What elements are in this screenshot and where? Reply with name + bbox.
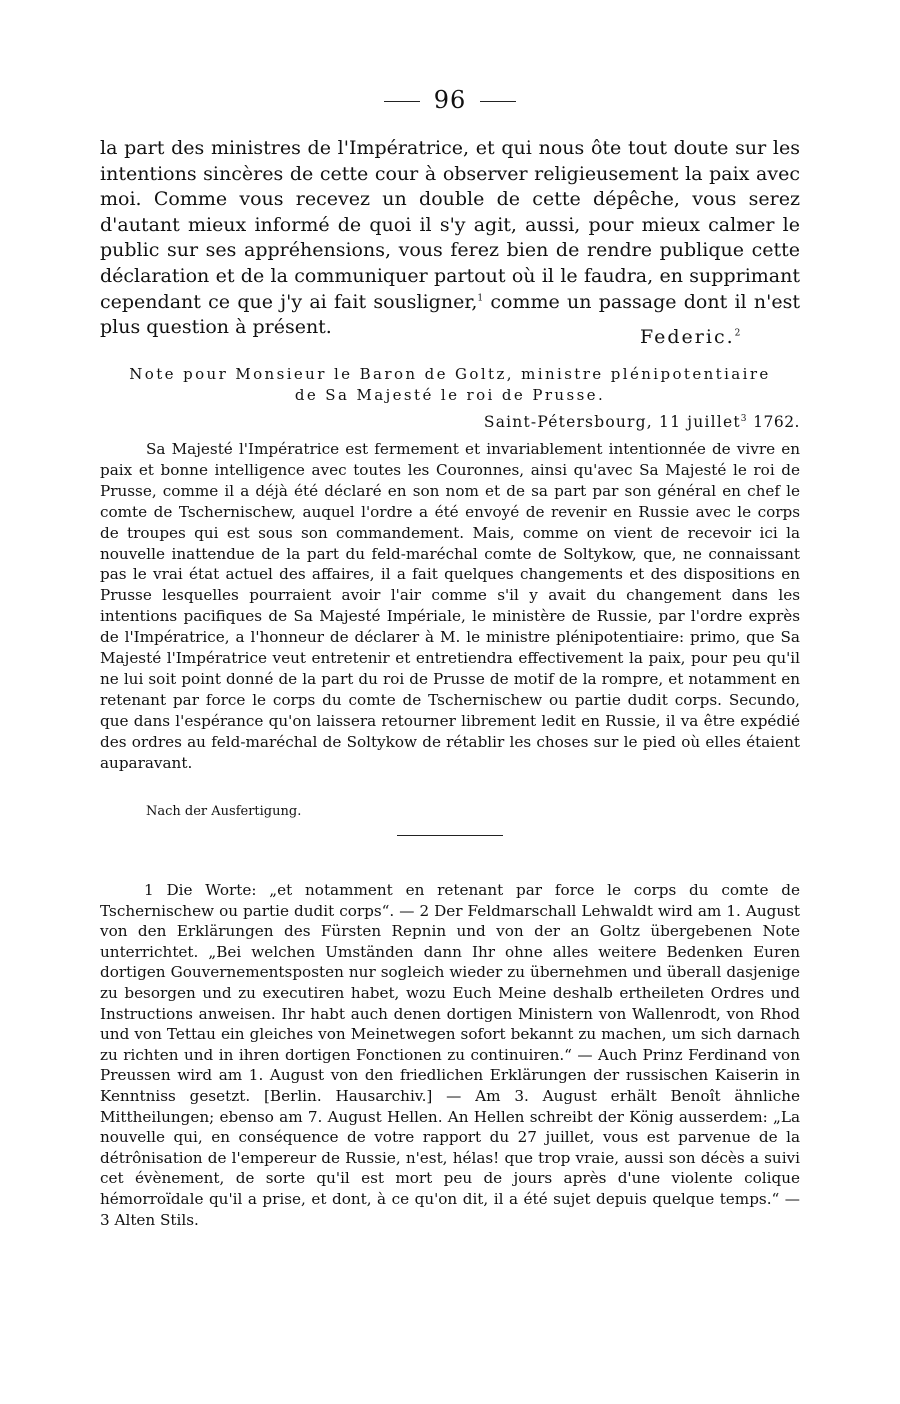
letter-paragraph: [100, 136, 800, 341]
footnotes: [100, 880, 800, 1230]
dateline-place-day: Saint-Pétersbourg, 11 juillet: [483, 413, 741, 431]
letter-text: [100, 136, 800, 341]
dateline: [420, 413, 800, 431]
source-note: Nach der Ausfertigung.: [146, 804, 302, 819]
footnotes-paragraph: 1 Die Worte: „et notamment en retenant par force le corps du comte de Tschernischew ou partie dudit corps“. — 2 Der Feldmarschall Lehwaldt wird am 1. August von den Erklärungen des Fürsten Repnin und von der an Goltz übergebenen Note unterrichtet. „Bei welchen Umständen dann Ihr ohne alles weitere Bedenken Euren dortigen Gouvernementsposten nur sogleich wieder zu übernehmen und überall dasjenige zu besorgen und zu executiren habet, wozu Euch Meine deshalb ertheileten Ordres und Instructions anweisen. Ihr habt auch denen dortigen Ministern von Wallenrodt, von Rhod und von Tettau ein gleiches von Meinetwegen sofort bekannt zu machen, um sich darnach zu richten und in ihren dortigen Fonctionen zu continuiren.“ — Auch Prinz Ferdinand von Preussen wird am 1. August von den friedlichen Erklärungen der russischen Kaiserin in Kenntniss gesetzt. [Berlin. Hausarchiv.] — Am 3. August erhält Benoît ähnliche Mittheilungen; ebenso am 7. August Hellen. An Hellen schreibt der König ausserdem: „La nouvelle qui, en conséquence de votre rapport du 27 juillet, vous est parvenue de la détrônisation de l'empereur de Russie, n'est, hélas! que trop vraie, aussi son décès a suivi cet évènement, de sorte qu'il est mort peu de jours après d'une violente colique hémorroïdale qu'il a prise, et dont, à ce qu'on dit, il a été sujet depuis quelque temps.“ — 3 Alten Stils.: [100, 881, 800, 1229]
footnote-mark-3: 3: [740, 413, 748, 424]
note-heading-line1: Note pour Monsieur le Baron de Goltz, ministre plénipotentiaire: [129, 365, 771, 383]
page-number: 96: [433, 86, 467, 114]
dateline-year: 1762.: [747, 413, 800, 431]
letter-text-part2: comme un passage dont il n'est plus question à présent.: [100, 290, 800, 339]
note-heading-line2: de Sa Majesté le roi de Prusse.: [294, 386, 606, 404]
footnote-mark-2: 2: [734, 328, 743, 339]
page-header: [0, 86, 900, 114]
signature-name: Federic.: [640, 326, 735, 348]
note-paragraph: Sa Majesté l'Impératrice est fermement et invariablement intentionnée de vivre en paix et bonne intelligence avec toutes les Couronnes, ainsi qu'avec Sa Majesté le roi de Prusse, comme il a déjà été déclaré en son nom et de sa part par son général en chef le comte de Tschernischew, auquel l'ordre a été envoyé de revenir en Russie avec le corps de troupes qui est sous son commandement. Mais, comme on vient de recevoir ici la nouvelle inattendue de la part du feld-maréchal comte de Soltykow, que, ne connaissant pas le vrai état actuel des affaires, il a fait quelques changements et des dispositions en Prusse lesquelles pourraient avoir l'air comme s'il y avait du changement dans les intentions pacifiques de Sa Majesté Impériale, le ministère de Russie, par l'ordre exprès de l'Impératrice, a l'honneur de déclarer à M. le ministre plénipotentiaire: primo, que Sa Majesté l'Impératrice veut entretenir et entretiendra effectivement la paix, pour peu qu'il ne lui soit point donné de la part du roi de Prusse de motif de la rompre, et notamment en retenant par force le corps du comte de Tschernischew ou partie dudit corps. Secundo, que dans l'espérance qu'on laissera retourner librement ledit en Russie, il va être expédié des ordres au feld-maréchal de Soltykow de rétablir les choses sur le pied où elles étaient auparavant.: [100, 440, 800, 772]
note-body: [100, 439, 800, 774]
separator-rule: [397, 835, 503, 836]
footnote-mark-1: 1: [477, 293, 484, 304]
letter-text-part1: la part des ministres de l'Impératrice, et qui nous ôte tout doute sur les intentions sincères de cette cour à observer religieusement la paix avec moi. Comme vous recevez un double de cette dépêche, vous serez d'autant mieux informé de quoi il s'y agit, aussi, pour mieux calmer le public sur ses appréhensions, vous ferez bien de rendre publique cette déclaration et de la communiquer partout où il le faudra, en supprimant cependant ce que j'y ai fait sousligner,: [100, 137, 800, 313]
signature: [640, 326, 742, 348]
header-dash-left: [384, 101, 420, 102]
note-heading: [100, 364, 800, 406]
header-dash-right: [480, 101, 516, 102]
